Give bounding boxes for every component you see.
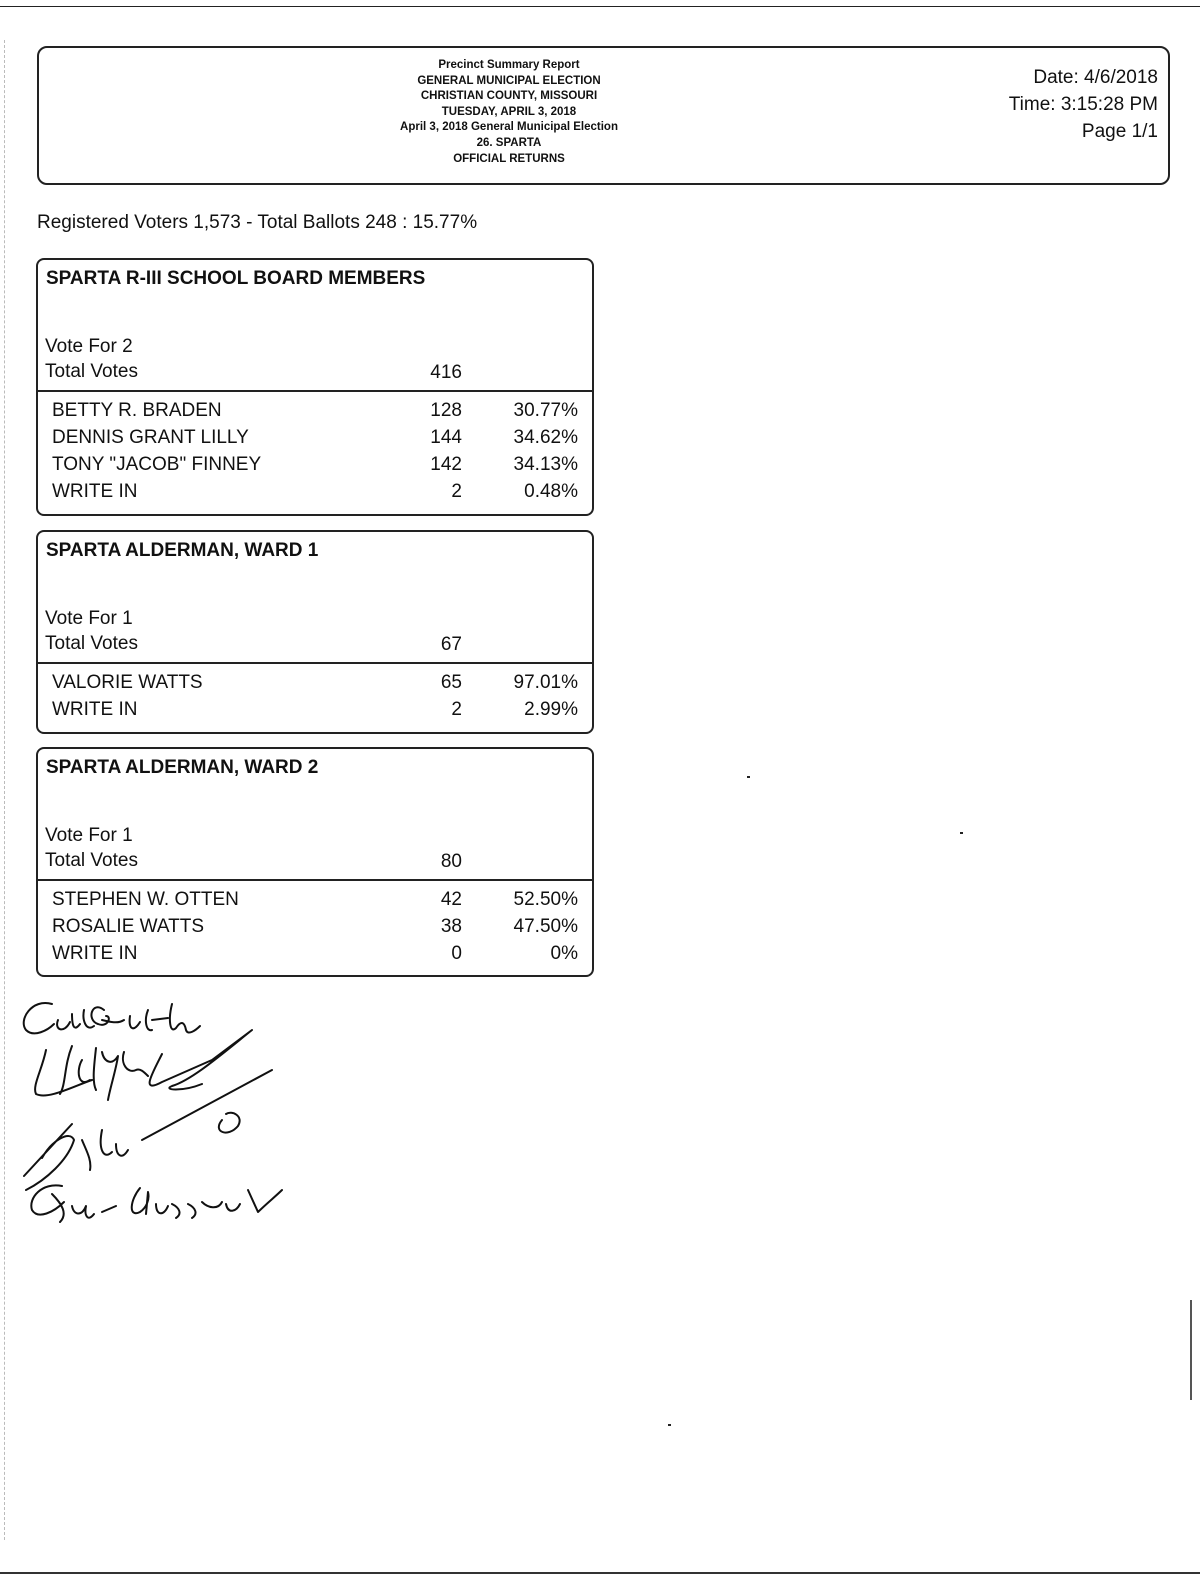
scan-speck	[960, 832, 963, 834]
candidate-row	[38, 454, 592, 481]
page-number: Page 1/1	[1081, 121, 1158, 142]
report-time: Time: 3:15:28 PM	[1008, 94, 1158, 115]
candidate-row	[38, 427, 592, 454]
candidate-votes: 38	[440, 916, 462, 937]
signature-stroke	[24, 1003, 200, 1033]
candidate-votes: 65	[440, 672, 462, 693]
candidate-votes: 0	[451, 943, 462, 964]
election-full-name: April 3, 2018 General Municipal Election	[400, 121, 618, 134]
contest-title: SPARTA ALDERMAN, WARD 1	[46, 540, 319, 561]
candidate-votes: 144	[430, 427, 462, 448]
candidate-row	[38, 699, 592, 726]
candidate-row	[38, 916, 592, 943]
handwritten-signatures	[12, 990, 302, 1230]
vote-for: Vote For 2	[45, 336, 133, 357]
total-votes-value: 67	[440, 634, 462, 655]
signature-stroke	[24, 1070, 272, 1190]
candidate-percent: 97.01%	[513, 672, 578, 693]
election-name: GENERAL MUNICIPAL ELECTION	[417, 74, 601, 87]
candidate-row	[38, 943, 592, 970]
contest-title: SPARTA ALDERMAN, WARD 2	[46, 757, 319, 778]
vote-for: Vote For 1	[45, 608, 133, 629]
candidate-name: ROSALIE WATTS	[52, 916, 205, 937]
total-votes-label: Total Votes	[45, 633, 138, 654]
candidate-row	[38, 672, 592, 699]
contest-alderman-ward-2	[36, 747, 594, 977]
candidate-percent: 30.77%	[513, 400, 578, 421]
candidate-percent: 52.50%	[513, 889, 578, 910]
scan-top-edge	[0, 6, 1200, 7]
candidate-name: TONY "JACOB" FINNEY	[52, 454, 262, 475]
county-name: CHRISTIAN COUNTY, MISSOURI	[420, 90, 598, 103]
total-votes-label: Total Votes	[45, 850, 138, 871]
vote-for: Vote For 1	[45, 825, 133, 846]
candidate-votes: 42	[440, 889, 462, 910]
candidate-name: WRITE IN	[52, 699, 138, 720]
candidate-votes: 142	[430, 454, 462, 475]
candidate-percent: 2.99%	[524, 699, 578, 720]
contest-school-board	[36, 258, 594, 516]
contest-alderman-ward-1	[36, 530, 594, 734]
scan-bottom-edge	[0, 1572, 1200, 1574]
contest-title: SPARTA R-III SCHOOL BOARD MEMBERS	[46, 268, 426, 289]
total-votes-value: 416	[430, 362, 462, 383]
candidate-name: WRITE IN	[52, 943, 138, 964]
candidate-votes: 128	[430, 400, 462, 421]
report-title: Precinct Summary Report	[438, 59, 580, 71]
total-votes-value: 80	[440, 851, 462, 872]
contest-divider	[38, 390, 592, 392]
header-titles	[359, 58, 659, 167]
signature-stroke	[31, 1185, 282, 1222]
candidate-votes: 2	[451, 481, 462, 502]
candidate-row	[38, 400, 592, 427]
turnout-summary: Registered Voters 1,573 - Total Ballots 248 : 15.77%	[37, 212, 478, 233]
scan-right-mark	[1190, 1300, 1192, 1400]
precinct-name: 26. SPARTA	[476, 136, 542, 149]
candidate-percent: 0.48%	[524, 481, 578, 502]
candidate-percent: 0%	[550, 943, 578, 964]
report-header	[37, 46, 1170, 185]
scan-speck	[668, 1424, 671, 1426]
candidate-name: WRITE IN	[52, 481, 138, 502]
candidate-name: STEPHEN W. OTTEN	[52, 889, 239, 910]
contest-divider	[38, 662, 592, 664]
total-votes-label: Total Votes	[45, 361, 138, 382]
candidate-name: DENNIS GRANT LILLY	[52, 427, 249, 448]
candidate-percent: 34.62%	[513, 427, 578, 448]
candidate-name: BETTY R. BRADEN	[52, 400, 222, 421]
candidate-name: VALORIE WATTS	[52, 672, 203, 693]
candidate-votes: 2	[451, 699, 462, 720]
returns-type: OFFICIAL RETURNS	[453, 152, 565, 165]
report-date: Date: 4/6/2018	[1033, 67, 1158, 88]
scan-speck	[747, 776, 750, 778]
election-date: TUESDAY, APRIL 3, 2018	[441, 105, 577, 118]
signature-stroke	[35, 1030, 252, 1100]
candidate-row	[38, 481, 592, 508]
contest-divider	[38, 879, 592, 881]
candidate-percent: 47.50%	[513, 916, 578, 937]
scan-left-edge	[4, 40, 5, 1540]
candidate-percent: 34.13%	[513, 454, 578, 475]
candidate-row	[38, 889, 592, 916]
header-meta	[1009, 64, 1158, 145]
